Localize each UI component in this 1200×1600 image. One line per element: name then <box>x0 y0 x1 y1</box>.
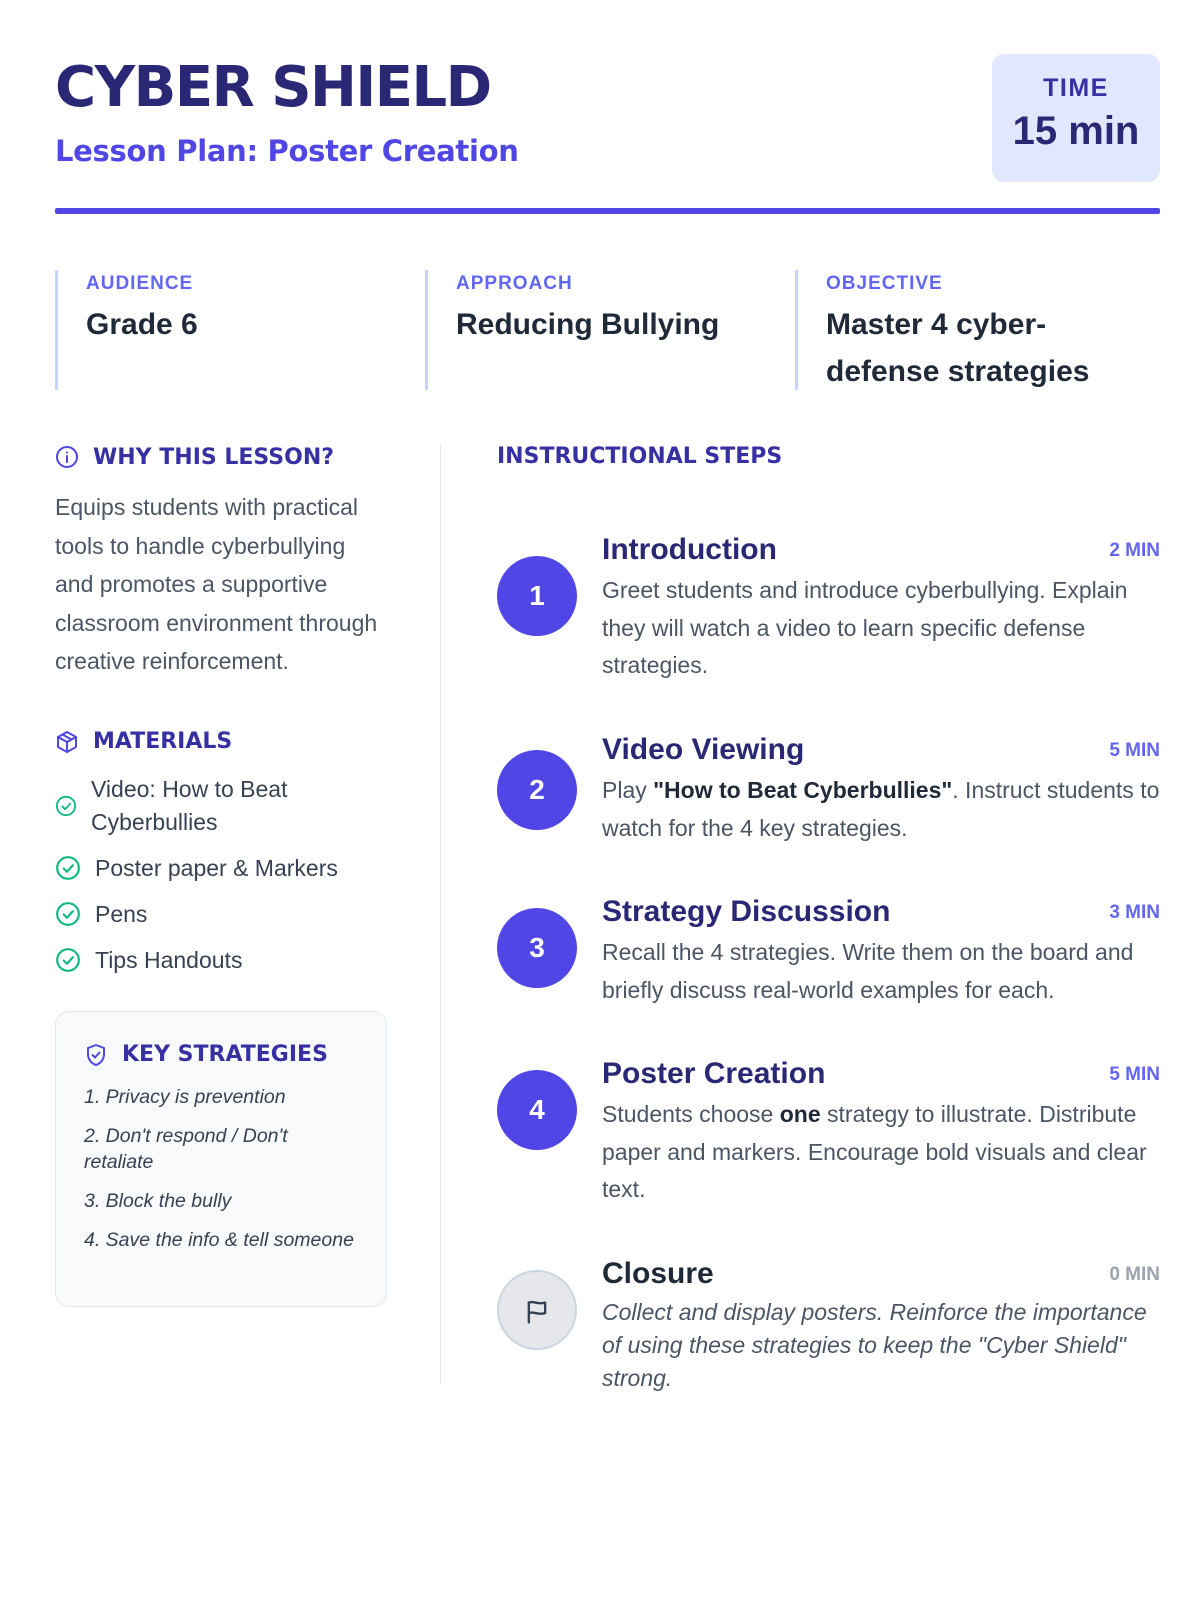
info-approach <box>425 270 745 390</box>
right-column <box>497 442 1160 1391</box>
list-item: 3. Block the bully <box>84 1189 232 1212</box>
list-item: 4. Save the info & tell someone <box>84 1228 354 1251</box>
material-label: Pens <box>95 900 148 927</box>
step-duration: 3 MIN <box>1109 902 1160 923</box>
flag-icon <box>523 1298 551 1326</box>
why-heading-text: WHY THIS LESSON? <box>93 444 335 470</box>
info-audience <box>55 270 375 390</box>
materials-list <box>55 773 387 977</box>
column-divider <box>440 444 441 1384</box>
step-description <box>602 1096 1160 1209</box>
material-label: Poster paper & Markers <box>95 854 338 881</box>
strategies-list <box>84 1084 358 1253</box>
step-title: Introduction <box>602 533 777 566</box>
key-strategies-box <box>55 1011 387 1307</box>
page-title: CYBER SHIELD <box>55 55 491 120</box>
time-badge <box>992 54 1160 182</box>
step-number: 1 <box>497 556 577 636</box>
step-body <box>602 1056 1160 1209</box>
step-title: Poster Creation <box>602 1057 826 1090</box>
list-item <box>55 898 387 931</box>
materials-heading-text: MATERIALS <box>93 729 233 754</box>
step-body <box>602 1256 1160 1395</box>
step-description: Collect and display posters. Reinforce the importance of using these strategies to keep the "Cyber Shield" strong. <box>602 1299 1147 1391</box>
list-item: 2. Don't respond / Don't retaliate <box>84 1124 288 1173</box>
step-title: Strategy Discussion <box>602 895 891 928</box>
step-duration: 2 MIN <box>1109 540 1160 561</box>
info-value: Reducing Bullying <box>456 308 720 341</box>
list-item <box>55 852 387 885</box>
info-label: OBJECTIVE <box>826 273 943 294</box>
shield-check-icon <box>84 1043 108 1067</box>
check-circle-icon <box>55 901 81 927</box>
step-description <box>602 772 1160 847</box>
step-title: Closure <box>602 1257 714 1290</box>
list-item: 1. Privacy is prevention <box>84 1085 286 1108</box>
info-value: Master 4 cyber-defense strategies <box>826 308 1090 388</box>
time-label: TIME <box>1043 74 1109 102</box>
strategies-heading-text: KEY STRATEGIES <box>122 1042 328 1067</box>
info-label: AUDIENCE <box>86 273 194 294</box>
left-column <box>55 442 387 1307</box>
strategies-heading <box>84 1040 358 1070</box>
material-label: Tips Handouts <box>95 946 243 973</box>
material-label: Video: How to Beat Cyberbullies <box>91 775 288 835</box>
why-heading <box>55 442 387 472</box>
materials-section <box>55 727 387 977</box>
steps-heading: INSTRUCTIONAL STEPS <box>497 444 783 469</box>
step-number: 4 <box>497 1070 577 1150</box>
check-circle-icon <box>55 795 77 817</box>
package-icon <box>55 730 79 754</box>
check-circle-icon <box>55 947 81 973</box>
header-divider <box>55 208 1160 214</box>
check-circle-icon <box>55 855 81 881</box>
video-title: "How to Beat Cyberbullies" <box>653 777 953 803</box>
emphasis: one <box>779 1101 821 1127</box>
info-value: Grade 6 <box>86 308 198 341</box>
step-description: Recall the 4 strategies. Write them on the board and briefly discuss real-world examples for each. <box>602 939 1134 1003</box>
step-number: 2 <box>497 750 577 830</box>
step-body <box>602 894 1160 1009</box>
info-objective <box>795 270 1135 390</box>
step-icon-circle <box>497 1270 577 1350</box>
why-text: Equips students with practical tools to handle cyberbullying and promotes a supportive classroom environment through creative reinforcement. <box>55 494 378 674</box>
header <box>55 52 1160 212</box>
step-duration: 5 MIN <box>1109 1064 1160 1085</box>
desc-text: strategy to illustrate. Distribute paper and markers. Encourage bold visuals and clear text. <box>602 1101 1147 1202</box>
page-subtitle: Lesson Plan: Poster Creation <box>55 134 519 168</box>
step-duration: 5 MIN <box>1109 740 1160 761</box>
desc-text: Play <box>602 777 654 803</box>
list-item <box>55 944 387 977</box>
info-label: APPROACH <box>456 273 573 294</box>
step-number: 3 <box>497 908 577 988</box>
desc-text: Students choose <box>602 1101 780 1127</box>
lesson-plan-page <box>55 52 1160 1391</box>
time-value: 15 min <box>1012 109 1140 153</box>
step-title: Video Viewing <box>602 733 805 766</box>
list-item <box>55 773 387 839</box>
step-description: Greet students and introduce cyberbullying. Explain they will watch a video to learn specific defense strategies. <box>602 577 1128 678</box>
info-icon <box>55 445 79 469</box>
step-body <box>602 532 1160 685</box>
desc-text: . Instruct students to watch for the 4 key strategies. <box>602 777 1160 841</box>
step-body <box>602 732 1160 847</box>
step-duration: 0 MIN <box>1109 1264 1160 1285</box>
info-row <box>55 270 1160 390</box>
materials-heading <box>55 727 387 757</box>
